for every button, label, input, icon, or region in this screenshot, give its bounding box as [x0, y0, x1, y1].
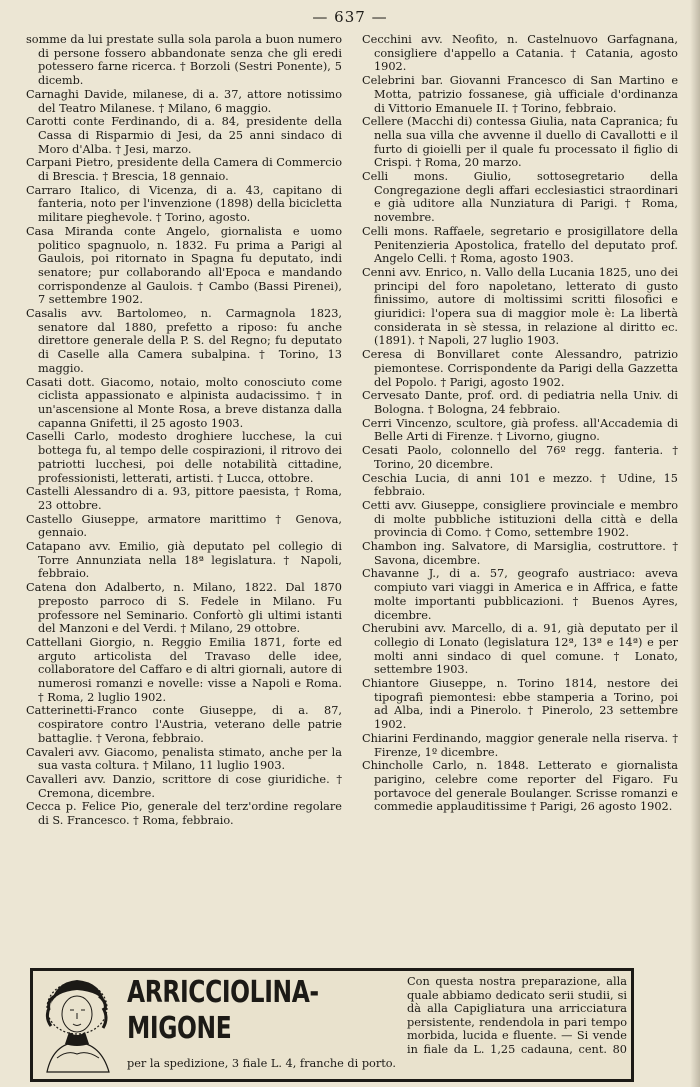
- obituary-entry: Casati dott. Giacomo, notaio, molto conosciuto come ciclista appassionato e alpinista audacissimo. † in un'ascensione al Monte Rosa, a breve distanza dalla capanna Gnifetti, il 25 agosto 1903.: [26, 375, 342, 430]
- advertisement-brand: ARRICCIOLINA-MIGONE: [127, 975, 319, 1046]
- left-column: [26, 33, 342, 951]
- obituary-entry: Carotti conte Ferdinando, di a. 84, presidente della Cassa di Risparmio di Jesi, da 25 anni sindaco di Moro d'Alba. † Jesi, marzo.: [26, 115, 342, 156]
- obituary-entry: Cecchini avv. Neofito, n. Castelnuovo Garfagnana, consigliere d'appello a Catania. † Catania, agosto 1902.: [362, 33, 678, 74]
- obituary-entry: Celebrini bar. Giovanni Francesco di San Martino e Motta, patrizio fossanese, già ufficiale d'ordinanza di Vittorio Emanuele II. † Torino, febbraio.: [362, 74, 678, 115]
- obituary-entry: Celli mons. Giulio, sottosegretario della Congregazione degli affari ecclesiastici straordinari e già uditore alla Nunziatura di Parigi. † Roma, novembre.: [362, 170, 678, 225]
- obituary-entry: Cenni avv. Enrico, n. Vallo della Lucania 1825, uno dei principi del foro napoletano, letterato di gusto finissimo, autore di moltissimi scritti filosofici e giuridici: l'opera sua di maggior mole è: La libertà considerata in sè stessa, in relazione al diritto ec. (1891). † Napoli, 27 luglio 1903.: [362, 265, 678, 348]
- obituary-entry: Cesati Paolo, colonnello del 76º regg. fanteria. † Torino, 20 dicembre.: [362, 444, 678, 471]
- obituary-entry: somme da lui prestate sulla sola parola a buon numero di persone fossero abbandonate senza che gli eredi potessero farne ricerca. † Borzoli (Sestri Ponente), 5 dicemb.: [26, 33, 342, 88]
- obituary-entry: Catapano avv. Emilio, già deputato pel collegio di Torre Annunziata nella 18ª legislatura. † Napoli, febbraio.: [26, 540, 342, 581]
- woman-portrait-icon: [37, 974, 123, 1074]
- obituary-entry: Chambon ing. Salvatore, di Marsiglia, costruttore. † Savona, dicembre.: [362, 540, 678, 567]
- obituary-entry: Cerri Vincenzo, scultore, già profess. all'Accademia di Belle Arti di Firenze. † Livorno, giugno.: [362, 416, 678, 444]
- advertisement: [30, 968, 634, 1082]
- advertisement-text-block: [127, 975, 627, 1070]
- page-number: — 637 —: [312, 8, 388, 26]
- obituary-entry: Casalis avv. Bartolomeo, n. Carmagnola 1823, senatore dal 1880, prefetto a riposo: fu anche direttore generale della P. S. del Regno; fu deputato di Caselle alla Camera subalpina. † Torino, 13 maggio.: [26, 307, 342, 375]
- obituary-entry: Carpani Pietro, presidente della Camera di Commercio di Brescia. † Brescia, 18 gennaio.: [26, 156, 342, 184]
- obituary-entry: Ceresa di Bonvillaret conte Alessandro, patrizio piemontese. Corrispondente da Parigi della Gazzetta del Popolo. † Parigi, agosto 1902.: [362, 348, 678, 389]
- obituary-entry: Ceschia Lucia, di anni 101 e mezzo. † Udine, 15 febbraio.: [362, 471, 678, 499]
- page-shadow-edge: [690, 0, 700, 1087]
- advertisement-copy: Con questa nostra preparazione, alla quale abbiamo dedicato serii studii, si dà alla Capigliatura una arricciatura persistente, rendendola in pari tempo morbida, lucida e fluente. — Si vende in fiale da L. 1,25 cadauna, cent. 80 per la spedizione, 3 fiale L. 4, franche di porto.: [127, 975, 627, 1070]
- obituary-entry: Celli mons. Raffaele, segretario e prosigillatore della Penitenzieria Apostolica, fratello del deputato prof. Angelo Celli. † Roma, agosto 1903.: [362, 224, 678, 266]
- right-column: [362, 33, 678, 951]
- obituary-entry: Cherubini avv. Marcello, di a. 91, già deputato per il collegio di Lonato (legislatura 12ª, 13ª e 14ª) e per molti anni sindaco di quel comune. † Lonato, settembre 1903.: [362, 622, 678, 677]
- obituary-entry: Cavalleri avv. Danzio, scrittore di cose giuridiche. † Cremona, dicembre.: [26, 772, 342, 800]
- obituary-entry: Cavaleri avv. Giacomo, penalista stimato, anche per la sua vasta coltura. † Milano, 11 luglio 1903.: [26, 745, 342, 773]
- obituary-entry: Chavanne J., di a. 57, geografo austriaco: aveva compiuto vari viaggi in America e in Affrica, e fatte molte importanti pubblicazioni. † Buenos Ayres, dicembre.: [362, 567, 678, 622]
- obituary-entry: Casa Miranda conte Angelo, giornalista e uomo politico spagnuolo, n. 1832. Fu prima a Parigi al Gaulois, poi ritornato in Spagna fu deputato, indi senatore; pur collaborando all'Epoca e mandando corrispondenze al Gaulois. † Cambo (Bassi Pirenei), 7 settembre 1902.: [26, 224, 342, 307]
- obituary-entry: Cattellani Giorgio, n. Reggio Emilia 1871, forte ed arguto articolista del Travaso delle idee, collaboratore del Caffaro e di altri giornali, autore di numerosi romanzi e novelle: visse a Napoli e Roma. † Roma, 2 luglio 1902.: [26, 635, 342, 704]
- obituary-entry: Castelli Alessandro di a. 93, pittore paesista, † Roma, 23 ottobre.: [26, 485, 342, 512]
- obituary-entry: Caselli Carlo, modesto droghiere lucchese, la cui bottega fu, al tempo delle cospirazioni, il ritrovo dei patriotti lucchesi, poi delle notabilità cittadine, professionisti, letterati, artisti. † Lucca, ottobre.: [26, 430, 342, 485]
- obituary-entry: Catterinetti-Franco conte Giuseppe, di a. 87, cospiratore contro l'Austria, veterano delle patrie battaglie. † Verona, febbraio.: [26, 704, 342, 745]
- obituary-entry: Carraro Italico, di Vicenza, di a. 43, capitano di fanteria, noto per l'invenzione (1898) della bicicletta militare pieghevole. † Torino, agosto.: [26, 183, 342, 225]
- obituary-entry: Carnaghi Davide, milanese, di a. 37, attore notissimo del Teatro Milanese. † Milano, 6 maggio.: [26, 87, 342, 115]
- obituary-entry: Castello Giuseppe, armatore marittimo † Genova, gennaio.: [26, 512, 342, 540]
- obituary-entry: Chincholle Carlo, n. 1848. Letterato e giornalista parigino, celebre come reporter del Figaro. Fu portavoce del generale Boulanger. Scrisse romanzi e commedie applauditissime † Parigi, 26 agosto 1902.: [362, 759, 678, 814]
- obituary-columns: [26, 33, 678, 951]
- obituary-entry: Cervesato Dante, prof. ord. di pediatria nella Univ. di Bologna. † Bologna, 24 febbraio.: [362, 389, 678, 416]
- obituary-entry: Chiarini Ferdinando, maggior generale nella riserva. † Firenze, 1º dicembre.: [362, 731, 678, 759]
- obituary-entry: Cecca p. Felice Pio, generale del terz'ordine regolare di S. Francesco. † Roma, febbraio.: [26, 800, 342, 828]
- obituary-entry: Catena don Adalberto, n. Milano, 1822. Dal 1870 preposto parroco di S. Fedele in Milano. Fu professore nel Seminario. Confortò gli ultimi istanti del Manzoni e del Verdi. † Milano, 29 ottobre.: [26, 581, 342, 636]
- obituary-entry: Cellere (Macchi di) contessa Giulia, nata Capranica; fu nella sua villa che avvenne il duello di Cavallotti e il furto di gioielli per il quale fu processato il figlio di Crispi. † Roma, 20 marzo.: [362, 115, 678, 170]
- obituary-entry: Chiantore Giuseppe, n. Torino 1814, nestore dei tipografi piemontesi: ebbe stamperia a Torino, poi ad Alba, indi a Pinerolo. † Pinerolo, 23 settembre 1902.: [362, 677, 678, 732]
- obituary-entry: Cetti avv. Giuseppe, consigliere provinciale e membro di molte pubbliche istituzioni della città e della provincia di Como. † Como, settembre 1902.: [362, 498, 678, 540]
